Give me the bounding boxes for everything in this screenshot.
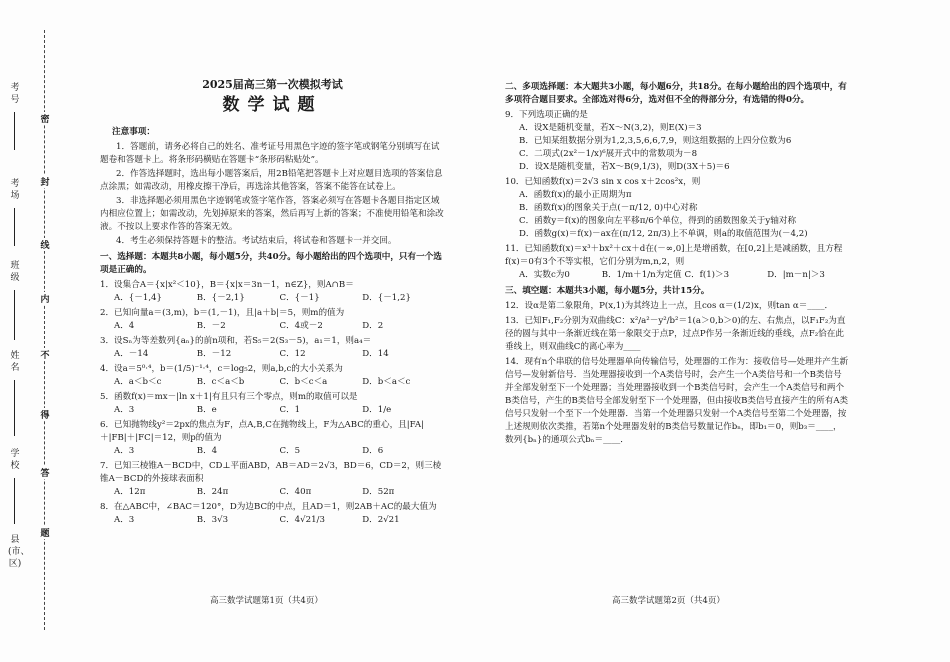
option: C．1 — [279, 405, 301, 415]
option-row — [114, 320, 445, 333]
field-name: 姓名 — [10, 351, 20, 373]
option: B．e — [196, 405, 217, 415]
option: A．12π — [114, 487, 146, 497]
option: B．函数f(x)的图象关于点(－π/12, 0)中心对称 — [519, 203, 698, 213]
option: D．2 — [362, 321, 384, 331]
option: A．3 — [114, 446, 135, 456]
option: C．5 — [279, 446, 301, 456]
seal-char: 线 — [38, 238, 52, 251]
option-row — [519, 269, 850, 282]
question: 5．函数f(x)＝mx－|ln x＋1|有且只有三个零点，则m的取值可以是 — [100, 392, 358, 402]
option: B．3√3 — [196, 515, 229, 525]
option-row — [114, 486, 445, 499]
seal-char: 题 — [38, 526, 52, 539]
exam-title: 2025届高三第一次模拟考试 — [202, 78, 343, 91]
question: 7．已知三棱锥A－BCD中，CD⊥平面ABD，AB＝AD＝2√3，BD＝6，CD＝2，则三棱锥A－BCD的外接球表面积 — [100, 461, 442, 484]
fill-line[interactable] — [14, 380, 15, 436]
seal-char: 内 — [38, 292, 52, 305]
right-column — [505, 78, 850, 447]
option: C．{－1} — [279, 293, 320, 303]
question: 9．下列选项正确的是 — [505, 110, 588, 120]
option: C．b＜c＜a — [279, 377, 328, 387]
question: 2．已知向量a＝(3,m)，b＝(1,－1)，且|a＋b|＝5，则m的值为 — [100, 308, 345, 318]
option: A．{－1,4} — [114, 293, 162, 303]
field-exam-room: 考场 — [10, 179, 20, 201]
option: D．函数g(x)＝f(x)－ax在(π/12, 2π/3)上不单调，则a的取值范围为(－4,2) — [519, 229, 808, 239]
question: 12．设α是第二象限角，P(x,1)为其终边上一点，且cos α＝(1/2)x，则tan α＝____． — [505, 301, 834, 311]
option: A．设X是随机变量，若X～N(3,2)，则E(X)＝3 — [519, 123, 702, 133]
fill-line[interactable] — [14, 478, 15, 524]
option-row — [114, 348, 445, 361]
option: D．2√21 — [362, 515, 400, 525]
option: B．{－2,1} — [196, 293, 245, 303]
option: A．4 — [114, 321, 135, 331]
notice-item: 2．作答选择题时，选出每小题答案后，用2B铅笔把答题卡上对应题目选项的答案信息点涂黑；如需改动，用橡皮擦干净后，再选涂其他答案，答案不能答在试卷上。 — [100, 169, 443, 192]
option: A．实数c为0 — [519, 270, 570, 280]
subject-title: 数学试题 — [222, 95, 323, 115]
option: A．3 — [114, 515, 135, 525]
binding-margin — [0, 30, 58, 630]
option: A．3 — [114, 405, 135, 415]
option-row — [114, 514, 445, 527]
question: 6．已知抛物线y²＝2px的焦点为F，点A,B,C在抛物线上，F为△ABC的重心，且|FA|＋|FB|＋|FC|＝12，则p的值为 — [100, 420, 424, 443]
option: B．－12 — [196, 349, 232, 359]
option: D．52π — [362, 487, 395, 497]
fill-line[interactable] — [14, 112, 15, 150]
option: D．{－1,2} — [362, 293, 411, 303]
question: 8．在△ABC中，∠BAC＝120°，D为边BC的中点，且AD＝1，则2AB＋AC的最大值为 — [100, 502, 437, 512]
option: D．1/e — [362, 405, 392, 415]
left-column — [100, 78, 445, 527]
option: D．b＜a＜c — [362, 377, 411, 387]
option: A．a＜b＜c — [114, 377, 162, 387]
option: C．4或－2 — [279, 321, 323, 331]
option: B．已知某组数据分别为1,2,3,5,6,6,7,9，则这组数据的上四分位数为6 — [519, 136, 792, 146]
option: D．|m－n|＞3 — [767, 270, 825, 280]
option-row — [114, 376, 445, 389]
fill-line[interactable] — [14, 208, 15, 246]
field-county: 县(市、区) — [8, 535, 30, 569]
option-row — [114, 404, 445, 417]
option-row — [114, 445, 445, 458]
seal-char: 得 — [38, 408, 52, 421]
field-exam-number: 考号 — [10, 83, 20, 105]
question: 4．设a＝5⁰·⁴，b＝(1/5)⁻¹·⁴，c＝log₅2，则a,b,c的大小关系为 — [100, 364, 343, 374]
option: D．14 — [362, 349, 389, 359]
notice-item: 4．考生必须保持答题卡的整洁。考试结束后，将试卷和答题卡一并交回。 — [116, 236, 397, 246]
question: 1．设集合A＝{x|x²＜10}，B＝{x|x＝3n－1，n∈Z}，则A∩B＝ — [100, 280, 354, 290]
option: C．二项式(2x²－1/x)⁶展开式中的常数项为－8 — [519, 149, 698, 159]
seal-char: 密 — [38, 112, 52, 125]
option: B．1/m＋1/n为定值 — [601, 270, 682, 280]
option: A．函数f(x)的最小正周期为π — [519, 190, 632, 200]
option: C．函数y＝f(x)的图象向左平移π/6个单位，得到的函数图象关于y轴对称 — [519, 216, 797, 226]
option: B．4 — [196, 446, 218, 456]
question: 14．现有n个串联的信号处理器单向传输信号，处理器的工作为：接收信号—处理并产生新信号—发射新信号．当处理器接收到一个A类信号时，会产生一个A类信号和一个B类信号并全部发射至下一个处理器；当处理器接收到一个B类信号时，会产生一个A类信号和两个B类信号，产生的B类信号全部发射至下一个处理器，但由接收B类信号直接产生的所有A类信号只发射一个至下一个处理器．当第一个处理器只发射一个A类信号至第二个处理器，按上述规则依次类推，若第n个处理器发射的B类信号数量记作bₙ，即b₁＝0，则b₃＝____，数列{bₙ}的通项公式bₙ＝____． — [505, 357, 849, 445]
seal-char: 封 — [38, 175, 52, 188]
section-heading: 一、选择题：本题共8小题，每小题5分，共40分。每小题给出的四个选项中，只有一个选项是正确的。 — [100, 252, 442, 275]
notice-item: 3．非选择题必须用黑色字迹钢笔或签字笔作答，答案必须写在答题卡各题目指定区域内相应位置上；如需改动，先划掉原来的答案，然后再写上新的答案；不准使用铅笔和涂改液。不按以上要求作答的答案无效。 — [100, 196, 444, 232]
seal-line — [38, 30, 52, 630]
question: 11．已知函数f(x)＝x³＋bx²＋cx＋d在(－∞,0]上是增函数，在[0,2]上是减函数，且方程f(x)＝0有3个不等实根，它们分别为m,n,2，则 — [505, 244, 843, 267]
option: D．设X是随机变量，若X～B(9,1/3)，则D(3X＋5)＝6 — [519, 162, 730, 172]
option: C．12 — [279, 349, 306, 359]
question: 3．设Sₙ为等差数列{aₙ}的前n项和，若S₅＝2(S₃－5)，a₁＝1，则a₄＝ — [100, 336, 372, 346]
field-class: 班级 — [10, 261, 20, 283]
option: B．c＜a＜b — [196, 377, 245, 387]
seal-char: 答 — [38, 466, 52, 479]
notice-item: 1．答题前，请务必将自己的姓名、准考证号用黑色字迹的签字笔或钢笔分别填写在试题卷和答题卡上。将条形码横贴在答题卡“条形码粘贴处”。 — [100, 142, 440, 165]
footer-right: 高三数学试题第2页（共4页） — [612, 596, 725, 606]
section-heading: 三、填空题：本题共3小题，每小题5分，共计15分。 — [505, 286, 710, 296]
option: C．f(1)＞3 — [684, 270, 730, 280]
option: D．6 — [362, 446, 384, 456]
question-list — [100, 279, 445, 527]
footer-left: 高三数学试题第1页（共4页） — [210, 596, 323, 606]
notice-heading: 注意事项： — [112, 127, 155, 137]
section-heading: 二、多项选择题：本大题共3小题，每小题6分，共18分。在每小题给出的四个选项中，有多项符合题目要求。全部选对得6分，选对但不全的得部分分，有选错的得0分。 — [505, 82, 847, 105]
option: C．4√21/3 — [279, 515, 325, 525]
option-row — [114, 292, 445, 305]
question: 13．已知F₁,F₂分别为双曲线C：x²/a²－y²/b²＝1(a＞0,b＞0)的左、右焦点，以F₁F₂为直径的圆与其中一条渐近线在第一象限交于点P，过点P作另一条渐近线的垂线，点F₂恰在此垂线上，则双曲线C的离心率为____ — [505, 316, 846, 352]
field-school: 学校 — [10, 449, 20, 471]
fill-line[interactable] — [14, 290, 15, 340]
question: 10．已知函数f(x)＝2√3 sin x cos x＋2cos²x，则 — [505, 177, 701, 187]
option: C．40π — [279, 487, 312, 497]
option: B．－2 — [196, 321, 226, 331]
option: B．24π — [196, 487, 229, 497]
seal-char: 不 — [38, 348, 52, 361]
option: A．－14 — [114, 349, 149, 359]
